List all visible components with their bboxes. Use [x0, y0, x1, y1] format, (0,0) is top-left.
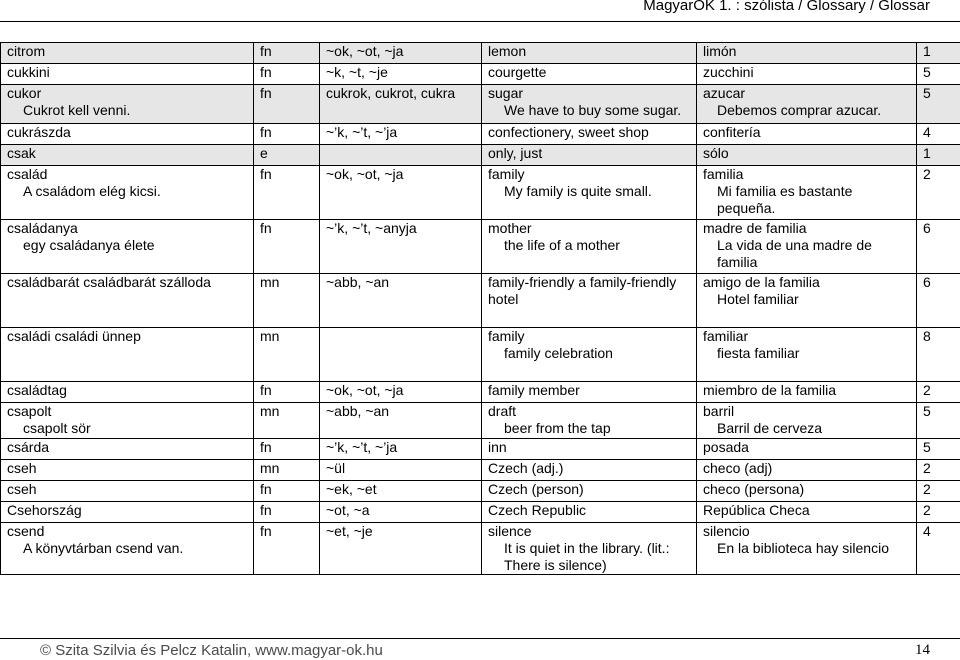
hungarian-word: [1, 124, 254, 145]
english-translation-text: family: [488, 328, 525, 344]
word-endings-text: ~ül: [326, 460, 346, 476]
english-translation-text: mother: [488, 220, 532, 236]
word-type-text: fn: [260, 502, 272, 518]
english-translation: [482, 43, 697, 64]
word-endings: [320, 145, 482, 166]
lesson-number-text: 1: [923, 145, 931, 161]
lesson-number: [917, 502, 960, 523]
spanish-translation: [697, 64, 917, 85]
word-endings-text: ~ok, ~ot, ~ja: [326, 166, 404, 182]
lesson-number: [917, 64, 960, 85]
spanish-translation-text: posada: [703, 439, 749, 455]
spanish-translation-example: Hotel familiar: [717, 291, 799, 307]
hungarian-word-text: cseh: [7, 460, 37, 476]
english-translation: [482, 85, 697, 124]
hungarian-word: [1, 274, 254, 328]
spanish-translation: [697, 523, 917, 575]
glossary-row: [1, 43, 960, 64]
glossary-row: [1, 85, 960, 124]
word-type-text: fn: [260, 481, 272, 497]
hungarian-word: [1, 439, 254, 460]
lesson-number: [917, 328, 960, 382]
lesson-number-text: 2: [923, 166, 931, 182]
english-translation-example: It is quiet in the library. (lit.: There is silence): [504, 540, 670, 573]
english-translation-example: My family is quite small.: [504, 183, 652, 199]
word-type-text: fn: [260, 43, 272, 59]
lesson-number-text: 2: [923, 460, 931, 476]
english-translation: [482, 124, 697, 145]
word-endings: [320, 166, 482, 220]
hungarian-word: [1, 481, 254, 502]
word-endings: [320, 382, 482, 403]
english-translation-text: only, just: [488, 145, 543, 161]
english-translation: [482, 145, 697, 166]
word-type: [254, 460, 320, 481]
glossary-table: [0, 42, 960, 575]
word-type-text: fn: [260, 220, 272, 236]
english-translation: [482, 481, 697, 502]
lesson-number-text: 5: [923, 64, 931, 80]
lesson-number: [917, 220, 960, 274]
word-type: [254, 439, 320, 460]
hungarian-word: [1, 85, 254, 124]
word-endings-text: cukrok, cukrot, cukra: [326, 85, 456, 101]
word-type-text: fn: [260, 439, 272, 455]
hungarian-word-example: csapolt sör: [23, 420, 91, 436]
hungarian-word: [1, 64, 254, 85]
spanish-translation: [697, 220, 917, 274]
lesson-number-text: 2: [923, 481, 931, 497]
word-endings: [320, 328, 482, 382]
word-type-text: mn: [260, 460, 280, 476]
english-translation-text: Czech Republic: [488, 502, 587, 518]
page-header-title: MagyarOK 1. : szólista / Glossary / Glossar: [643, 0, 930, 14]
lesson-number-text: 2: [923, 382, 931, 398]
english-translation-example: beer from the tap: [504, 420, 611, 436]
spanish-translation-example: fiesta familiar: [717, 345, 800, 361]
spanish-translation: [697, 403, 917, 439]
word-endings: [320, 481, 482, 502]
hungarian-word-text: cukor: [7, 85, 42, 101]
lesson-number-text: 8: [923, 328, 931, 344]
hungarian-word-text: cukkini: [7, 64, 50, 80]
spanish-translation: [697, 382, 917, 403]
english-translation: [482, 523, 697, 575]
hungarian-word-text: család: [7, 166, 48, 182]
word-endings: [320, 460, 482, 481]
word-type-text: mn: [260, 328, 280, 344]
english-translation-text: Czech (person): [488, 481, 584, 497]
hungarian-word-text: csapolt: [7, 403, 52, 419]
hungarian-word-text: Csehország: [7, 502, 82, 518]
word-endings: [320, 403, 482, 439]
word-type-text: fn: [260, 85, 272, 101]
word-type-text: fn: [260, 124, 272, 140]
lesson-number: [917, 43, 960, 64]
english-translation: [482, 274, 697, 328]
spanish-translation-example: Debemos comprar azucar.: [717, 102, 882, 118]
glossary-row: [1, 502, 960, 523]
english-translation-text: Czech (adj.): [488, 460, 564, 476]
spanish-translation-text: amigo de la familia: [703, 274, 820, 290]
spanish-translation-text: madre de familia: [703, 220, 807, 236]
spanish-translation-example: La vida de una madre de familia: [717, 237, 872, 270]
lesson-number: [917, 145, 960, 166]
spanish-translation-text: República Checa: [703, 502, 810, 518]
word-type: [254, 43, 320, 64]
word-endings: [320, 85, 482, 124]
word-type-text: mn: [260, 403, 280, 419]
spanish-translation: [697, 328, 917, 382]
hungarian-word-example: A családom elég kicsi.: [23, 183, 161, 199]
word-endings-text: ~’k, ~’t, ~’ja: [326, 439, 398, 455]
page-number: 14: [915, 642, 930, 658]
spanish-translation: [697, 166, 917, 220]
spanish-translation-text: limón: [703, 43, 737, 59]
spanish-translation: [697, 439, 917, 460]
lesson-number: [917, 439, 960, 460]
glossary-row: [1, 328, 960, 382]
word-type: [254, 124, 320, 145]
english-translation: [482, 502, 697, 523]
word-type-text: fn: [260, 523, 272, 539]
word-type: [254, 523, 320, 575]
lesson-number-text: 6: [923, 274, 931, 290]
hungarian-word: [1, 145, 254, 166]
lesson-number-text: 5: [923, 439, 931, 455]
hungarian-word-example: A könyvtárban csend van.: [23, 540, 184, 556]
spanish-translation: [697, 85, 917, 124]
spanish-translation-example: Mi familia es bastante pequeña.: [717, 183, 853, 216]
spanish-translation: [697, 274, 917, 328]
spanish-translation-example: Barril de cerveza: [717, 420, 823, 436]
glossary-row: [1, 403, 960, 439]
english-translation-text: silence: [488, 523, 532, 539]
hungarian-word-text: családi családi ünnep: [7, 328, 141, 344]
word-endings-text: ~’k, ~’t, ~anyja: [326, 220, 417, 236]
footer-copyright: © Szita Szilvia és Pelcz Katalin, www.magyar-ok.hu: [40, 642, 383, 659]
hungarian-word-text: cseh: [7, 481, 37, 497]
lesson-number: [917, 523, 960, 575]
glossary-row: [1, 523, 960, 575]
lesson-number: [917, 124, 960, 145]
lesson-number: [917, 166, 960, 220]
word-type: [254, 382, 320, 403]
word-endings: [320, 220, 482, 274]
hungarian-word-example: egy családanya élete: [23, 237, 155, 253]
lesson-number: [917, 85, 960, 124]
word-type-text: fn: [260, 382, 272, 398]
word-type: [254, 85, 320, 124]
spanish-translation-text: azucar: [703, 85, 746, 101]
spanish-translation-text: familia: [703, 166, 744, 182]
footer-divider: [0, 638, 960, 639]
lesson-number: [917, 274, 960, 328]
spanish-translation-text: checo (persona): [703, 481, 805, 497]
word-endings-text: ~’k, ~’t, ~’ja: [326, 124, 398, 140]
spanish-translation-text: confitería: [703, 124, 761, 140]
hungarian-word-text: csak: [7, 145, 36, 161]
word-endings-text: ~abb, ~an: [326, 274, 390, 290]
english-translation-text: family-friendly a family-friendly hotel: [488, 274, 677, 307]
english-translation: [482, 64, 697, 85]
english-translation-text: draft: [488, 403, 517, 419]
hungarian-word: [1, 166, 254, 220]
glossary-row: [1, 274, 960, 328]
english-translation-example: the life of a mother: [504, 237, 620, 253]
glossary-row: [1, 460, 960, 481]
hungarian-word: [1, 43, 254, 64]
spanish-translation-example: En la biblioteca hay silencio: [717, 540, 889, 556]
glossary-row: [1, 166, 960, 220]
hungarian-word: [1, 523, 254, 575]
word-type-text: fn: [260, 64, 272, 80]
english-translation: [482, 220, 697, 274]
lesson-number-text: 4: [923, 124, 931, 140]
lesson-number: [917, 481, 960, 502]
hungarian-word: [1, 502, 254, 523]
hungarian-word-text: családanya: [7, 220, 78, 236]
word-endings: [320, 523, 482, 575]
hungarian-word: [1, 403, 254, 439]
word-type-text: fn: [260, 166, 272, 182]
word-endings-text: ~ok, ~ot, ~ja: [326, 382, 404, 398]
hungarian-word: [1, 382, 254, 403]
english-translation: [482, 403, 697, 439]
word-endings: [320, 64, 482, 85]
english-translation-example: family celebration: [504, 345, 613, 361]
glossary-body: [1, 43, 960, 575]
spanish-translation-text: miembro de la familia: [703, 382, 837, 398]
word-type: [254, 274, 320, 328]
lesson-number-text: 5: [923, 403, 931, 419]
spanish-translation: [697, 145, 917, 166]
word-endings-text: ~ok, ~ot, ~ja: [326, 43, 404, 59]
hungarian-word: [1, 328, 254, 382]
english-translation-text: family member: [488, 382, 580, 398]
hungarian-word-text: cukrászda: [7, 124, 71, 140]
word-type: [254, 328, 320, 382]
hungarian-word-text: csárda: [7, 439, 50, 455]
hungarian-word-example: Cukrot kell venni.: [23, 102, 131, 118]
hungarian-word-text: családbarát családbarát szálloda: [7, 274, 211, 290]
glossary-row: [1, 145, 960, 166]
lesson-number-text: 6: [923, 220, 931, 236]
glossary-row: [1, 220, 960, 274]
word-endings: [320, 274, 482, 328]
word-endings-text: ~k, ~t, ~je: [326, 64, 388, 80]
english-translation: [482, 460, 697, 481]
lesson-number: [917, 382, 960, 403]
word-type: [254, 166, 320, 220]
spanish-translation-text: silencio: [703, 523, 750, 539]
header-divider: [0, 21, 960, 22]
english-translation-example: We have to buy some sugar.: [504, 102, 682, 118]
lesson-number-text: 5: [923, 85, 931, 101]
glossary-row: [1, 439, 960, 460]
hungarian-word-text: csend: [7, 523, 45, 539]
hungarian-word-text: családtag: [7, 382, 67, 398]
english-translation-text: family: [488, 166, 525, 182]
spanish-translation: [697, 502, 917, 523]
spanish-translation: [697, 124, 917, 145]
word-endings: [320, 502, 482, 523]
word-type: [254, 145, 320, 166]
glossary-row: [1, 64, 960, 85]
spanish-translation-text: sólo: [703, 145, 729, 161]
word-endings: [320, 124, 482, 145]
spanish-translation-text: barril: [703, 403, 735, 419]
glossary-row: [1, 382, 960, 403]
english-translation: [482, 166, 697, 220]
english-translation: [482, 439, 697, 460]
word-type: [254, 64, 320, 85]
english-translation-text: confectionery, sweet shop: [488, 124, 649, 140]
word-endings-text: ~ek, ~et: [326, 481, 377, 497]
word-type: [254, 502, 320, 523]
hungarian-word-text: citrom: [7, 43, 46, 59]
spanish-translation: [697, 460, 917, 481]
hungarian-word: [1, 220, 254, 274]
word-endings: [320, 439, 482, 460]
lesson-number: [917, 403, 960, 439]
spanish-translation: [697, 481, 917, 502]
english-translation-text: courgette: [488, 64, 547, 80]
spanish-translation: [697, 43, 917, 64]
spanish-translation-text: checo (adj): [703, 460, 773, 476]
word-type-text: e: [260, 145, 268, 161]
lesson-number-text: 4: [923, 523, 931, 539]
word-endings-text: ~ot, ~a: [326, 502, 370, 518]
english-translation-text: inn: [488, 439, 507, 455]
english-translation-text: sugar: [488, 85, 524, 101]
word-type-text: mn: [260, 274, 280, 290]
lesson-number-text: 2: [923, 502, 931, 518]
hungarian-word: [1, 460, 254, 481]
english-translation: [482, 382, 697, 403]
spanish-translation-text: familiar: [703, 328, 749, 344]
lesson-number-text: 1: [923, 43, 931, 59]
word-type: [254, 220, 320, 274]
spanish-translation-text: zucchini: [703, 64, 754, 80]
glossary-row: [1, 481, 960, 502]
english-translation: [482, 328, 697, 382]
word-type: [254, 481, 320, 502]
word-endings-text: ~et, ~je: [326, 523, 373, 539]
word-endings-text: ~abb, ~an: [326, 403, 390, 419]
lesson-number: [917, 460, 960, 481]
word-type: [254, 403, 320, 439]
glossary-row: [1, 124, 960, 145]
word-endings: [320, 43, 482, 64]
english-translation-text: lemon: [488, 43, 527, 59]
